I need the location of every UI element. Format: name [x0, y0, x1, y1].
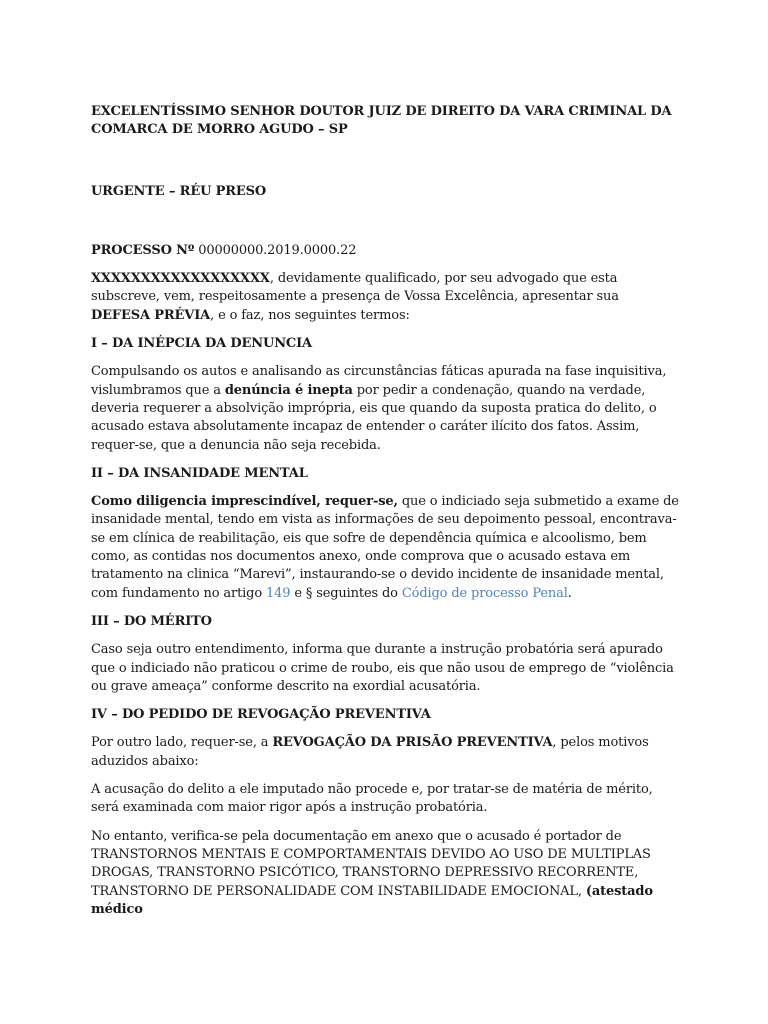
ineptitude-text: Compulsando os autos e analisando as circunstâncias fáticas apurada na fase inquisitiva, vislumbramos que a: [91, 364, 667, 398]
insanity-paragraph: [91, 493, 681, 603]
merit-paragraph: Caso seja outro entendimento, informa que durante a instrução probatória será apurado que o indiciado não praticou o crime de roubo, eis que não usou de emprego de “violência ou grave ameaça” conforme descrito na exordial acusatória.: [91, 642, 674, 694]
addressee-heading: EXCELENTÍSSIMO SENHOR DOUTOR JUIZ DE DIREITO DA VARA CRIMINAL DA COMARCA DE MORRO AGUDO – SP: [91, 104, 672, 138]
penal-code-link[interactable]: Código de processo Penal: [401, 585, 568, 601]
ineptitude-paragraph: [91, 363, 681, 454]
intro-text-end: , e o faz, nos seguintes termos:: [210, 307, 410, 323]
revocation-text: Por outro lado, requer-se, a: [91, 735, 273, 751]
ineptitude-text-end: por pedir a condenação, quando na verdade, deveria requerer a absolvição imprópria, eis que quando da suposta pratica do delito, o acusado estava absolutamente incapaz de entender o caráter ilícito dos fatos. Assim, requer-se, que a denuncia não seja recebida.: [91, 382, 657, 453]
section-heading-merit: III – DO MÉRITO: [91, 613, 212, 629]
intro-paragraph: [91, 270, 681, 325]
process-number: 00000000.2019.0000.22: [194, 242, 357, 258]
process-number-line: [91, 242, 681, 260]
revocation-emphasis: REVOGAÇÃO DA PRISÃO PREVENTIVA: [272, 735, 553, 751]
insanity-text-mid: e § seguintes do: [290, 585, 402, 601]
revocation-text-end: , pelos motivos aduzidos abaixo:: [91, 735, 649, 769]
diagnosis-paragraph: [91, 828, 681, 919]
revocation-paragraph: [91, 734, 681, 771]
diagnosis-text: No entanto, verifica-se pela documentação em anexo que o acusado é portador de TRANSTORNOS MENTAIS E COMPORTAMENTAIS DEVIDO AO USO DE MULTIPLAS DROGAS, TRANSTORNO PSICÓTICO, TRANSTORNO DEPRESSIVO RECORRENTE, TRANSTORNO DE PERSONALIDADE COM INSTABILIDADE EMOCIONAL,: [91, 828, 651, 899]
ineptitude-emphasis: denúncia é inepta: [224, 382, 353, 398]
process-label: PROCESSO Nº: [91, 242, 195, 258]
defendant-name: XXXXXXXXXXXXXXXXXX: [91, 271, 270, 287]
defense-title: DEFESA PRÉVIA: [91, 307, 211, 323]
intro-text: , devidamente qualificado, por seu advogado que esta subscreve, vem, respeitosamente a presença de Vossa Excelência, apresentar sua: [91, 271, 619, 305]
section-heading-ineptitude: I – DA INÉPCIA DA DENUNCIA: [91, 336, 312, 352]
insanity-emphasis: Como diligencia imprescindível, requer-se,: [91, 494, 398, 510]
document-page: [91, 103, 681, 929]
article-149-link[interactable]: 149: [265, 585, 291, 601]
medical-certificate-emphasis: (atestado médico: [91, 883, 653, 917]
insanity-text: que o indiciado seja submetido a exame de insanidade mental, tendo em vista as informações de seu depoimento pessoal, encontrava-se em clínica de reabilitação, eis que sofre de dependência química e alcoolismo, bem como, as contidas nos documentos anexo, onde comprova que o acusado estava em tratamento na clinica “Marevi”, instaurando-se o devido incidente de insanidade mental, com fundamento no artigo: [91, 494, 679, 601]
urgent-notice: URGENTE – RÉU PRESO: [91, 183, 267, 199]
section-heading-insanity: II – DA INSANIDADE MENTAL: [91, 465, 308, 481]
accusation-paragraph: A acusação do delito a ele imputado não procede e, por tratar-se de matéria de mérito, será examinada com maior rigor após a instrução probatória.: [91, 782, 653, 816]
section-heading-revocation: IV – DO PEDIDO DE REVOGAÇÃO PREVENTIVA: [91, 707, 431, 723]
insanity-text-end: .: [567, 585, 572, 601]
